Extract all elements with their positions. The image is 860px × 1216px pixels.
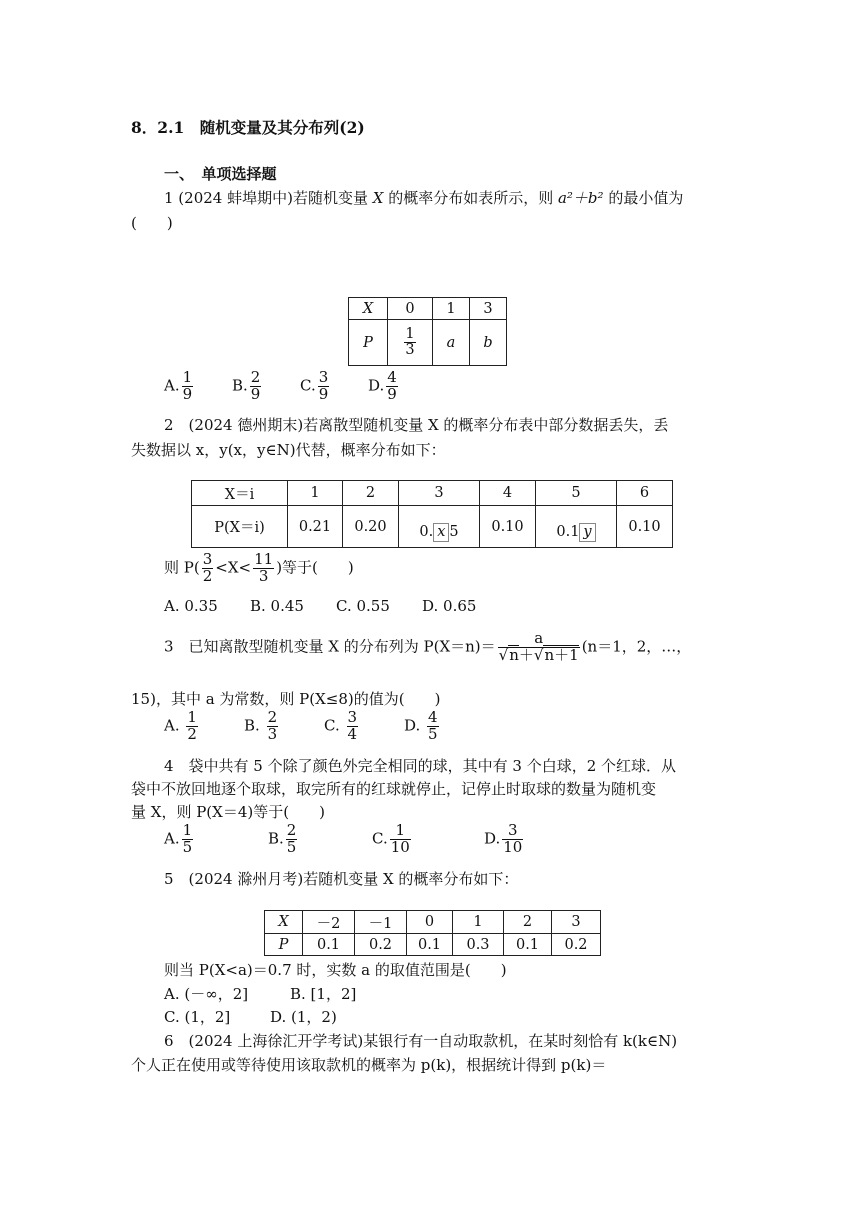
q5-options-row1 [164, 983, 356, 1004]
table-cell: －2 [303, 911, 355, 934]
q4-line2: 袋中不放回地逐个取球，取完所有的红球就停止，记停止时取球的数量为随机变 [131, 780, 657, 798]
q2-question: 则 P( $\frac{3}{2}$ <X< $\frac{11}{3}$ )等于( ) [164, 550, 354, 585]
q6-line2: 个人正在使用或等待使用该取款机的概率为 p(k)，根据统计得到 p(k)＝ [131, 1056, 607, 1074]
table-cell: 3 [399, 481, 480, 506]
q5-options-row2 [164, 1006, 337, 1027]
table-cell: 0 [388, 298, 433, 320]
option-d[interactable]: D. 0.65 [422, 597, 477, 615]
table-cell: 0.2 [355, 934, 407, 956]
q5-distribution-table [264, 910, 601, 956]
q6-line1: 6 (2024 上海徐汇开学考试)某银行有一自动取款机，在某时刻恰有 k(k∈N) [164, 1032, 678, 1050]
q4-options [164, 823, 525, 856]
q1-line1: 1 (2024 蚌埠期中)若随机变量 X 的概率分布如表所示，则 a²＋b² 的最小值为 [164, 189, 684, 207]
q1-distribution-table [348, 297, 507, 366]
table-cell: 4 [480, 481, 536, 506]
table-cell: 0.1 [504, 934, 552, 956]
table-cell: 0.2 [552, 934, 601, 956]
table-cell: 1 [433, 298, 470, 320]
table-cell: 5 [536, 481, 617, 506]
table-cell-y: 0.1 y [536, 506, 617, 548]
option-b[interactable]: B. 0.45 [250, 597, 304, 615]
page-title: 8．2.1 随机变量及其分布列(2) [131, 118, 365, 137]
q3-line1: 3 已知离散型随机变量 X 的分布列为 P(X＝n)＝ $\frac{a}{√n+√n+1}$ (n＝1，2，…， [164, 629, 692, 664]
q2-line1: 2 (2024 德州期末)若离散型随机变量 X 的概率分布表中部分数据丢失，丢 [164, 416, 669, 434]
option-c[interactable]: C. 0.55 [336, 597, 390, 615]
option-c[interactable]: C. $\frac{3}{4}$ [324, 708, 358, 743]
option-d[interactable]: D. (1，2) [270, 1008, 337, 1026]
table-cell: 1 [453, 911, 504, 934]
table-cell: 0.3 [453, 934, 504, 956]
option-c[interactable]: C. (1，2] [164, 1008, 231, 1026]
option-a[interactable]: A. $\frac{1}{5}$ [164, 821, 193, 856]
table-cell: P [265, 934, 303, 956]
table-cell: 1 [288, 481, 343, 506]
table-cell: X＝i [192, 481, 288, 506]
table-cell: P(X＝i) [192, 506, 288, 548]
table-cell: 2 [343, 481, 399, 506]
option-c[interactable]: C. $\frac{1}{10}$ [372, 821, 410, 856]
table-cell: 0.1 [303, 934, 355, 956]
table-cell: 3 [470, 298, 507, 320]
q2-options [164, 597, 476, 615]
option-a[interactable]: A. $\frac{1}{9}$ [164, 368, 193, 403]
q4-line3: 量 X，则 P(X＝4)等于( ) [131, 803, 325, 821]
q3-line2: 15)，其中 a 为常数，则 P(X≤8)的值为( ) [131, 690, 441, 708]
option-a[interactable]: A. (－∞，2] [164, 985, 249, 1003]
q4-line1: 4 袋中共有 5 个除了颜色外完全相同的球，其中有 3 个白球，2 个红球．从 [164, 757, 677, 775]
table-cell: 6 [617, 481, 673, 506]
option-b[interactable]: B. $\frac{2}{3}$ [244, 708, 278, 743]
q5-line1: 5 (2024 滁州月考)若随机变量 X 的概率分布如下： [164, 870, 519, 888]
table-cell: X [265, 911, 303, 934]
option-d[interactable]: D. $\frac{4}{5}$ [404, 708, 438, 743]
table-cell: 0.10 [617, 506, 673, 548]
missing-x-box: x [433, 523, 449, 542]
table-cell: X [349, 298, 388, 320]
table-cell: a [433, 320, 470, 366]
table-cell: b [470, 320, 507, 366]
q3-options [164, 710, 441, 743]
table-cell: 0.21 [288, 506, 343, 548]
table-cell: 0.1 [407, 934, 453, 956]
table-cell-x: 0. x 5 [399, 506, 480, 548]
table-cell: 3 [552, 911, 601, 934]
table-cell: 0 [407, 911, 453, 934]
table-cell: 0.10 [480, 506, 536, 548]
option-d[interactable]: D. $\frac{4}{9}$ [368, 368, 397, 403]
q5-question: 则当 P(X<a)＝0.7 时，实数 a 的取值范围是( ) [164, 961, 507, 979]
table-cell: $\frac{1}{3}$ [388, 320, 433, 366]
q1-line2: ( ) [131, 214, 173, 232]
option-b[interactable]: B. $\frac{2}{9}$ [232, 368, 261, 403]
table-cell: 2 [504, 911, 552, 934]
table-cell: 0.20 [343, 506, 399, 548]
option-a[interactable]: A. $\frac{1}{2}$ [164, 708, 197, 743]
missing-y-box: y [579, 523, 595, 542]
q2-distribution-table [191, 480, 673, 548]
option-b[interactable]: B. $\frac{2}{5}$ [268, 821, 297, 856]
table-cell: P [349, 320, 388, 366]
option-b[interactable]: B. [1，2] [290, 985, 357, 1003]
option-d[interactable]: D. $\frac{3}{10}$ [484, 821, 523, 856]
option-c[interactable]: C. $\frac{3}{9}$ [300, 368, 329, 403]
section-heading: 一、 单项选择题 [164, 165, 277, 183]
q2-line2: 失数据以 x，y(x，y∈N)代替，概率分布如下： [131, 441, 446, 459]
option-a[interactable]: A. 0.35 [164, 597, 218, 615]
q1-options [164, 370, 400, 403]
table-cell: －1 [355, 911, 407, 934]
